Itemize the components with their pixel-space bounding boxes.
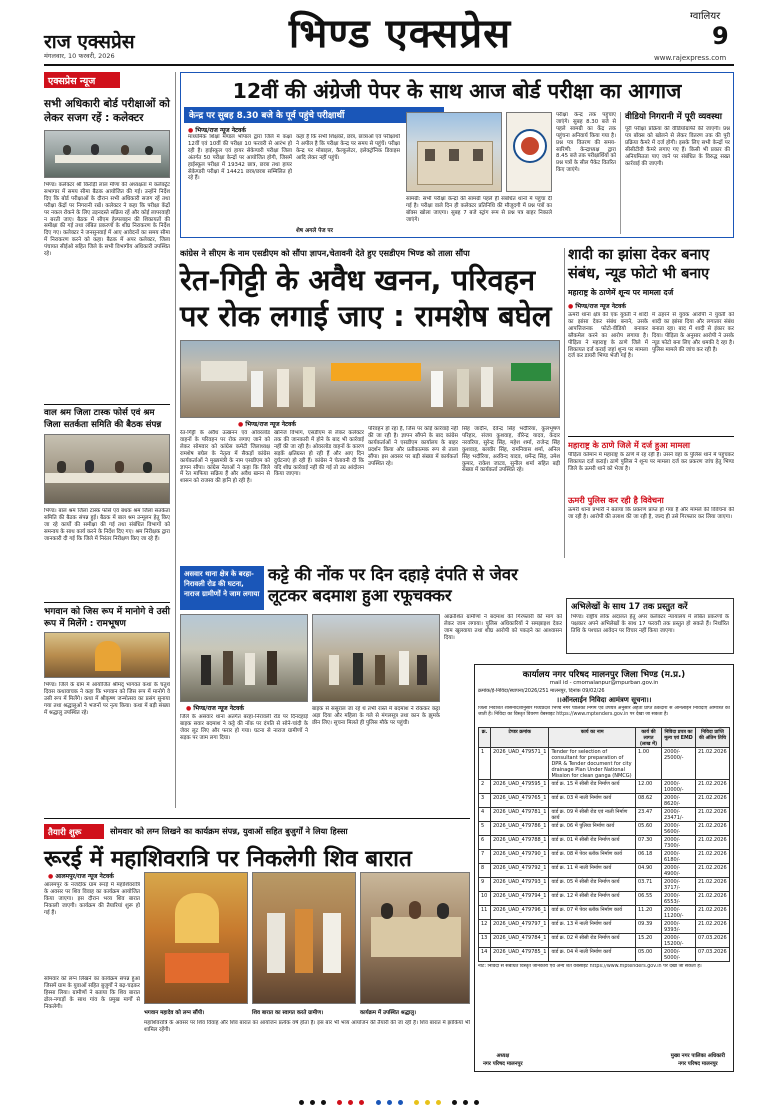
left-title: राज एक्सप्रेस: [44, 31, 135, 53]
shivratri-tag: तैयारी शुरू: [44, 824, 104, 839]
tender-ref: क्रमांक/ई-निविदा/स्थापना/2026/251 मालनपुर, दिनांक 09/02/26: [478, 688, 605, 694]
tender-cell-number: 2026_UAD_479796_1: [491, 906, 549, 920]
marriage-kicker: महाराष्ट्र के ठाणेमें शून्य पर मामला दर्ज: [568, 288, 674, 297]
tender-cell-date: 21.02.2026: [696, 892, 730, 906]
tender-cell-fee: 2000/- 4900/-: [662, 864, 696, 878]
tender-cell-cost: 03.71: [636, 878, 662, 892]
tender-cell-sno: 2: [479, 780, 491, 794]
shivratri-cap-2: शिव बारात का स्वागत करते ग्रामीण।: [252, 1010, 324, 1016]
tender-cell-cost: 06.18: [636, 850, 662, 864]
lead-headline: 12वीं की अंग्रेजी पेपर के साथ आज बोर्ड परीक्षा का आगाज: [232, 79, 682, 103]
marriage-box2-headline: महाराष्ट्र के ठाणे जिले में दर्ज हुआ मामला: [568, 440, 691, 450]
shivratri-headline: रूरई में महाशिवरात्रि पर निकलेगी शिव बारात: [44, 846, 412, 872]
tender-cell-date: 21.02.2026: [696, 794, 730, 808]
tender-cell-work: Tender for selection of consultant for preparation of DPR & Tender document for city drainage Plan Under National Mission for clean ganga (NMCG): [549, 748, 636, 780]
tender-cell-sno: 3: [479, 794, 491, 808]
tender-intro: जिला निवेशित शासनादेशानुसार मध्यप्रदेश भिण्ड नगर पालिका निगम एवं उपयंत्र अनुसार अर्हता प्राप्त ठेकेदारों से ऑनलाईन निविदाएं आमंत्रित की जाती है। निविदा का विस्तृत विवरण वेबसाइट https://www.mptenders.gov.in पर देखा जा सकता है।: [478, 706, 730, 717]
lead-continued: शेष अगले पेज पर: [296, 228, 333, 234]
mining-strap: कांग्रेस ने सीएम के नाम एसडीएम को सौंपा ज्ञापन,चेतावनी देते हुए एसडीएम भिण्ड को ताला सौंपा: [180, 248, 470, 258]
tender-cell-number: 2026_UAD_479788_1: [491, 836, 549, 850]
mining-photo-caption-text: भिण्ड/राज न्यूज नेटवर्क: [245, 421, 297, 428]
shivratri-photo-2: [252, 872, 356, 1004]
tender-row: [479, 920, 730, 934]
tender-cell-work: वार्ड क्र. 01 में सीसी रोड निर्माण कार्य: [549, 836, 636, 850]
road-jam-photo: [180, 614, 308, 702]
lead-kicker: केन्द्र पर सुबह 8.30 बजे के पूर्व पहुंचे परीक्षार्थी: [184, 107, 444, 123]
tender-cell-date: 21.02.2026: [696, 836, 730, 850]
tender-cell-number: 2026_UAD_479784_1: [491, 934, 549, 948]
tender-cell-cost: 12.00: [636, 780, 662, 794]
tender-cell-work: वार्ड क्र. 11 में नाली निर्माण कार्य: [549, 864, 636, 878]
shivratri-body-1: आलमपुर के नजदीक ग्राम रूरई में महाशिवरात्रि के अवसर पर शिव विवाह का कार्यक्रम आयोजित किया जाएगा। इस दौरान भव्य शिव बारात निकाली जाएगी। कार्यक्रम की तैयारियां शुरू हो गई हैं।: [44, 882, 140, 916]
tender-cell-work: वार्ड क्र. 07 में पेवर ब्लॉक निर्माण कार्य: [549, 906, 636, 920]
shivratri-photo-3: [360, 872, 470, 1004]
tender-header-row: [479, 728, 730, 748]
mining-body-1: रेत-गिट्टी के अवैध उत्खनन एवं ओवरलोड वाहनों के परिवहन पर रोक लगाए जाने को लेकर सोमवार को कांग्रेस कमेटी जिलाध्यक्ष रामशेष बघेल के नेतृत्व में सैकड़ों कांग्रेस कार्यकर्ताओं ने मुख्यमंत्री के नाम एसडीएम को ज्ञापन सौंपा। कांग्रेस नेताओं ने कहा कि जिले में रेत माफिया सक्रिय हैं और अवैध खनन से शासन को राजस्व की हानि हो रही है।: [180, 430, 270, 485]
tender-cell-date: 21.02.2026: [696, 920, 730, 934]
tender-cell-fee: 2000/- 10000/-: [662, 780, 696, 794]
tender-col-fee: निविदा प्रपत्र का मूल्य एवं EMD: [662, 728, 696, 748]
tender-cell-work: वार्ड क्र. 04 में नाली निर्माण कार्य: [549, 948, 636, 962]
tender-sign-right: मुख्य नगर पालिका अधिकारी नगर परिषद मालनपुर: [670, 1053, 725, 1067]
robbery-tag: असवार थाना क्षेत्र के बरहा-निरावली रोड की घटना, नाराज ग्रामीणों ने जाम लगाया: [180, 566, 264, 610]
tender-cell-fee: 2000/- 6553/-: [662, 892, 696, 906]
tender-note: नोट: निविदा से संबंधित विस्तृत जानकारी एवं अन्य शर्तें वेबसाइट https://www.mptenders.gov.in पर देखी जा सकती हैं।: [478, 964, 702, 969]
tender-cell-number: 2026_UAD_479786_1: [491, 822, 549, 836]
tender-cell-sno: 11: [479, 906, 491, 920]
crowd-photo: [312, 614, 440, 702]
marriage-box2-body: पीड़िता वर्तमान में महाराष्ट्र के ठाणे में रह रही है। उसने वहां के पुलिस थाने में पहुंचकर शिकायत दर्ज कराई। ठाणे पुलिस ने शून्य पर मामला दर्ज कर प्रकरण जांच हेतु भिण्ड जिले के ऊमरी थाने को भेजा है।: [568, 452, 734, 472]
tender-cell-number: 2026_UAD_479794_1: [491, 892, 549, 906]
tender-cell-sno: 6: [479, 836, 491, 850]
shivratri-byline-text: आलमपुर/राज न्यूज नेटवर्क: [55, 873, 114, 880]
lead-body-1: माध्यमिक शिक्षा मण्डल भोपाल द्वारा जिले में कक्षा 12वीं एवं 10वीं की परीक्षा 10 फरवरी से आरंभ हो रही है। हाईस्कूल एवं हायर सेकेण्डरी परीक्षा जिला अंतर्गत 50 परीक्षा केन्द्रों पर आयोजित होगी, जिसमें हाईस्कूल परीक्षा में 19342 छात्र, छात्रा तथा हायर सेकेण्डरी परीक्षा में 14421 छात्र/छात्रा सम्मिलित हो रहे हैं।: [188, 134, 292, 182]
congress-rally-photo: [180, 340, 560, 418]
marriage-box3-body: ऊमरी थाना प्रभारी ने बताया कि प्रकरण प्राप्त हो गया है और मामले की विवेचना की जा रही है। आरोपी की तलाश की जा रही है, जल्द ही उसे गिरफ्तार कर लिया जाएगा।: [568, 507, 734, 520]
tender-row: [479, 864, 730, 878]
mining-headline: रेत-गिट्टी के अवैध खनन, परिवहन पर रोक लगाई जाए : रामशेष बघेल: [180, 263, 552, 333]
tender-cell-work: वार्ड क्र. 06 में पुलिया निर्माण कार्य: [549, 822, 636, 836]
tender-row: [479, 878, 730, 892]
tender-row: [479, 906, 730, 920]
tender-cell-sno: 12: [479, 920, 491, 934]
tender-cell-work: वार्ड क्र. 08 में पेवर ब्लॉक निर्माण कार्य: [549, 850, 636, 864]
tender-cell-sno: 9: [479, 878, 491, 892]
page-title: भिण्ड एक्सप्रेस: [288, 10, 512, 57]
tender-cell-sno: 14: [479, 948, 491, 962]
tender-cell-date: 21.02.2026: [696, 850, 730, 864]
masthead-rule: [44, 64, 734, 66]
tender-row: [479, 822, 730, 836]
tender-cell-work: वार्ड क्र. 09 में सीसी रोड एवं नाली निर्माण कार्य: [549, 808, 636, 822]
tender-notice: [474, 664, 734, 1072]
tender-row: [479, 892, 730, 906]
tender-cell-number: 2026_UAD_479792_1: [491, 864, 549, 878]
tender-cell-sno: 4: [479, 808, 491, 822]
tender-cell-date: 21.02.2026: [696, 822, 730, 836]
marriage-headline: शादी का झांसा देकर बनाए संबंध, न्यूड फोटो भी बनाए: [568, 247, 710, 282]
tender-cell-date: 07.03.2026: [696, 934, 730, 948]
tender-cell-fee: 2000/- 8620/-: [662, 794, 696, 808]
tender-cell-fee: 2000/- 6180/-: [662, 850, 696, 864]
tender-cell-date: 21.02.2026: [696, 878, 730, 892]
marriage-box3-headline: ऊमरी पुलिस कर रही है विवेचना: [568, 495, 664, 505]
shivratri-strap: सोमवार को लग्न लिखने का कार्यक्रम संपन्न, युवाओं सहित बुजुर्गों ने लिया हिस्सा: [110, 826, 348, 836]
tender-cell-sno: 5: [479, 822, 491, 836]
tender-cell-number: 2026_UAD_479790_1: [491, 850, 549, 864]
shivratri-cap-3: कार्यक्रम में उपस्थित श्रद्धालु।: [360, 1010, 417, 1016]
tender-cell-number: 2026_UAD_479595_1: [491, 780, 549, 794]
tender-cell-cost: 11.20: [636, 906, 662, 920]
labour-meeting-photo: [44, 434, 170, 504]
tender-cell-cost: 06.55: [636, 892, 662, 906]
tender-cell-sno: 7: [479, 850, 491, 864]
exam-building-photo: [406, 112, 502, 192]
robbery-headline: कट्टे की नोंक पर दिन दहाड़े दंपति से जेवर लूटकर बदमाश हुआ रफूचक्कर: [268, 565, 518, 605]
tender-col-work: कार्य का नाम: [549, 728, 636, 748]
tender-cell-cost: 04.90: [636, 864, 662, 878]
tender-cell-number: 2026_UAD_479785_1: [491, 948, 549, 962]
legal-headline: अभिलेखों के साथ 17 तक प्रस्तुत करें: [571, 601, 688, 611]
tender-cell-fee: 2000/- 5600/-: [662, 822, 696, 836]
legal-body: भिण्ड। राष्ट्रीय लोक अदालत हेतु अपर कलेक्टर न्यायालय में लंबित प्रकरणों के पक्षकार अपने अभिलेखों के साथ 17 फरवरी तक प्रस्तुत हो सकते हैं। निर्धारित तिथि के पश्चात आवेदन पर विचार नहीं किया जाएगा।: [571, 614, 729, 634]
page-number: 9: [712, 22, 729, 50]
sidebar-label: एक्सप्रेस न्यूज: [44, 72, 120, 88]
robbery-byline: ● भिण्ड/राज न्यूज नेटवर्क: [186, 705, 245, 712]
tender-col-date: निविदा प्राप्ति की अंतिम तिथि: [696, 728, 730, 748]
tender-row: [479, 934, 730, 948]
robbery-body-3: आक्रोशित ग्रामीणों ने बदमाश की गिरफ्तारी की मांग को लेकर जाम लगाया। पुलिस अधिकारियों ने समझाइश देकर जाम खुलवाया तथा शीघ्र आरोपी को पकड़ने का आश्वासन दिया।: [444, 614, 562, 641]
tender-cell-fee: 2000/- 5000/-: [662, 948, 696, 962]
marriage-body-2: में ठहरने से युवक आरोपी ने युवती को शादी का झांसा दिया और लगातार संबंध बनाता रहा। बाद में शादी से इंकार कर दिया। पीड़िता के अनुसार आरोपी ने उसके न्यूड फोटो बना लिए और धमकी दे रहा है। पुलिस मामले की जांच कर रही है।: [652, 312, 734, 353]
shivratri-cap-1: भगवान महादेव को लग्न सौंपी।: [144, 1010, 205, 1016]
tender-row: [479, 780, 730, 794]
tender-cell-number: 2026_UAD_479765_1: [491, 794, 549, 808]
tender-cell-date: 21.02.2026: [696, 808, 730, 822]
tender-cell-work: वार्ड क्र. 13 में नाली निर्माण कार्य: [549, 920, 636, 934]
city-label: ग्वालियर: [690, 11, 721, 22]
katha-photo: [44, 632, 170, 678]
tender-col-number: टेण्डर क्रमांक: [491, 728, 549, 748]
tender-cell-date: 21.02.2026: [696, 906, 730, 920]
lead-body-3: सामग्री: सभी परीक्षा केन्द्रों की सामग्री पहले ही संबंधित थानों में पहुंचा दी गई है। परीक्षा वाले दिन ही कलेक्टर प्रतिनिधि की मौजूदगी में प्रश्न पत्रों का बॉक्स खोला जाएगा। सुबह 7 बजे स्ट्रांग रूम से प्रश्न पत्र बाहर निकाले जाएंगे।: [406, 196, 552, 223]
mining-body-3: परिवहन हो रहा है, जिस पर कोई कार्रवाई नहीं की जा रही है। ज्ञापन सौंपने के बाद कांग्रेस कार्यकर्ताओं ने एसडीएम कार्यालय के बाहर प्रदर्शन किया और प्रतीकात्मक रूप से ताला सौंपा। इस अवसर पर बड़ी संख्या में कार्यकर्ता उपस्थित रहे।: [368, 426, 458, 467]
lead-side-box: [620, 112, 730, 234]
marriage-byline-text: भिण्ड/राज न्यूज नेटवर्क: [575, 303, 627, 310]
tender-cell-cost: 05.60: [636, 822, 662, 836]
tender-cell-fee: 2000/- 3717/-: [662, 878, 696, 892]
lead-byline-text: भिण्ड/राज न्यूज नेटवर्क: [195, 127, 247, 134]
legal-box: [566, 598, 734, 654]
tender-cell-date: 21.02.2026: [696, 864, 730, 878]
tender-sign-left: अध्यक्ष नगर परिषद मालनपुर: [483, 1053, 523, 1067]
tender-cell-number: 2026_UAD_479571_1: [491, 748, 549, 780]
tender-col-sno: क्र.: [479, 728, 491, 748]
masthead: [0, 0, 778, 62]
lead-body-2: कहा है कि सभी शिक्षकों, छात्र, छात्राओं एवं परीक्षार्थी ने अपील है कि परीक्षा केन्द्र पर समय से पहुंचें। परीक्षा केन्द्र पर मोबाइल, कैल्कुलेटर, इलेक्ट्रॉनिक डिवाइस आदि लेकर नहीं पहुंचें।: [296, 134, 400, 161]
tender-row: [479, 748, 730, 780]
lead-box-body: पूरी परीक्षा प्रक्रिया की वीडियोग्राफी की जाएगी। प्रश्न पत्र बॉक्स को खोलने से लेकर वितरण तक की पूरी प्रक्रिया कैमरे में दर्ज होगी। इसके लिए सभी केन्द्रों पर सीसीटीवी कैमरे लगाए गए हैं। किसी भी प्रकार की अनियमितता पाए जाने पर संबंधित के विरुद्ध सख्त कार्रवाई की जाएगी।: [625, 126, 730, 167]
tender-row: [479, 948, 730, 962]
robbery-body-1: जिले के असवार थाना अंतर्गत बरहा-निरावली रोड पर दिनदहाड़े बाइक सवार बदमाश ने कट्टे की नोंक पर दंपति से सोने-चांदी के जेवर लूट लिए और फरार हो गया। घटना से नाराज ग्रामीणों ने सड़क पर जाम लगा दिया।: [180, 714, 308, 741]
tender-cell-work: वार्ड क्र. 05 में सीसी रोड निर्माण कार्य: [549, 878, 636, 892]
sidebar-headline-2: वाल श्रम जिला टास्क फोर्स एवं श्रम जिला सतर्कता समिति की बैठक संपन्न: [44, 408, 162, 430]
tender-cell-fee: 2000/- 7300/-: [662, 836, 696, 850]
shivratri-body-2: सोमवार को लग्न लिखने का कार्यक्रम संपन्न हुआ जिसमें ग्राम के युवाओं सहित बुजुर्गों ने बढ़-चढ़कर हिस्सा लिया। ग्रामीणों ने बताया कि शिव बारात ढोल-नगाड़ों के साथ गांव के प्रमुख मार्गों से निकलेगी।: [44, 976, 140, 1010]
edition-date: मंगलवार, 10 फरवरी, 2026: [44, 52, 115, 60]
tender-cell-cost: 1.00: [636, 748, 662, 780]
board-logo-photo: [506, 112, 552, 192]
tender-cell-sno: 8: [479, 864, 491, 878]
tender-cell-cost: 09.39: [636, 920, 662, 934]
tender-cell-fee: 2000/- 9393/-: [662, 920, 696, 934]
marriage-body-1: ऊमरी थाना क्षेत्र की एक युवती ने शादी का झांसा देकर संबंध बनाने, उसके आपत्तिजनक फोटो-वीडियो बनाकर ब्लैकमेल करने का आरोप लगाया है। पीड़िता ने महाराष्ट्र के ठाणे जिले में शिकायत दर्ज कराई जहां शून्य पर मामला दर्ज कर डायरी भिण्ड भेजी गई है।: [568, 312, 648, 360]
tender-cell-cost: 08.62: [636, 794, 662, 808]
tender-cell-number: 2026_UAD_479781_1: [491, 808, 549, 822]
sidebar-headline-3: भगवान को जिस रूप में मानोगे वे उसी रूप में मिलेंगे : रामभूषण: [44, 607, 170, 629]
mining-body-4: सिंह जादौन, देवेन्द्र सिंह भदौरिया, कुलभूषण परिहार, संजय कुशवाह, वीरेन्द्र यादव, केदार नरवरिया, सुरेन्द्र सिंह, महेश शर्मा, राजेन्द्र सिंह कुशवाह, बलवीर सिंह, रामनिवास शर्मा, अनिल सिंह भदौरिया, अरविन्द यादव, धर्मेन्द्र सिंह, उमेश कुमार, राकेश जाटव, सुनील शर्मा सहित बड़ी संख्या में कार्यकर्ता उपस्थित रहे।: [462, 426, 560, 474]
tender-row: [479, 808, 730, 822]
tender-cell-sno: 10: [479, 892, 491, 906]
tender-row: [479, 794, 730, 808]
tender-subtitle: ।।ऑनलाईन निविदा आमंत्रण सूचना।।: [556, 696, 652, 704]
registration-dots: [44, 1090, 734, 1108]
marriage-byline: ● भिण्ड/राज न्यूज नेटवर्क: [568, 303, 627, 310]
tender-cell-fee: 2000/- 11200/-: [662, 906, 696, 920]
lead-body-4: परीक्षा केन्द्र तक पहुंचाए जाएंगे। सुबह 8.30 बजे से पहले सामग्री का केंद्र तक पहुंचना अनिवार्य किया गया है। प्रश्न पत्र वितरण की समय-सारिणी: केन्द्राध्यक्ष द्वारा 8.45 बजे तक परीक्षार्थियों को प्रश्न पत्रों के सील पैकेट वितरित किए जाएंगे।: [556, 112, 616, 174]
tender-title: कार्यालय नगर परिषद मालनपुर जिला भिण्ड (म.प्र.): [522, 670, 686, 680]
tender-email: mail id - cmomalanpur@mpurban.gov.in: [549, 680, 659, 686]
shivratri-photo-1: [144, 872, 248, 1004]
sidebar-headline-1: सभी अधिकारी बोर्ड परीक्षाओं को लेकर सजग रहें : कलेक्टर: [44, 98, 170, 124]
tender-cell-number: 2026_UAD_479793_1: [491, 878, 549, 892]
tender-cell-work: वार्ड क्र. 03 में नाली निर्माण कार्य: [549, 794, 636, 808]
tender-row: [479, 850, 730, 864]
tender-cell-work: वार्ड क्र. 15 में सीसी रोड निर्माण कार्य: [549, 780, 636, 794]
tender-cell-date: 21.02.2026: [696, 748, 730, 780]
shivratri-body-3: महाशिवरात्रि के अवसर पर शिव विवाह और शिव बारात का आयोजन प्रत्येक वर्ष होता है। इस बार भी भव्य आयोजन की तैयारी की जा रही है। शिव बारात में झांकियां भी शामिल रहेंगी।: [144, 1020, 470, 1033]
tender-row: [479, 836, 730, 850]
robbery-body-2: बाइक से ससुराल जा रहे थे तभी रास्ते में बदमाश ने रोककर कट्टा अड़ा दिया और महिला के गले से मंगलसूत्र तथा कान के झुमके छीन लिए। सूचना मिलते ही पुलिस मौके पर पहुंची।: [312, 706, 440, 726]
tender-cell-cost: 15.20: [636, 934, 662, 948]
tender-cell-fee: 2000/- 25000/-: [662, 748, 696, 780]
tender-cell-cost: 23.47: [636, 808, 662, 822]
tender-cell-work: वार्ड क्र. 12 में सीसी रोड निर्माण कार्य: [549, 892, 636, 906]
mining-photo-caption: ● भिण्ड/राज न्यूज नेटवर्क: [238, 421, 297, 428]
tender-col-cost: कार्य की लागत (लाख में): [636, 728, 662, 748]
tender-cell-fee: 2000/- 23471/-: [662, 808, 696, 822]
tender-cell-sno: 13: [479, 934, 491, 948]
tender-cell-sno: 1: [479, 748, 491, 780]
tender-table: [478, 727, 730, 962]
tender-cell-fee: 2000/- 15200/-: [662, 934, 696, 948]
lead-byline: ● भिण्ड/राज न्यूज नेटवर्क: [188, 127, 247, 134]
lead-box-headline: वीडियो निगरानी में पूरी व्यवस्था: [625, 112, 722, 122]
collector-meeting-photo: [44, 130, 170, 178]
tender-cell-date: 07.03.2026: [696, 948, 730, 962]
robbery-byline-text: भिण्ड/राज न्यूज नेटवर्क: [193, 705, 245, 712]
tender-cell-number: 2026_UAD_479797_1: [491, 920, 549, 934]
sidebar-body-1: भिण्ड। कलेक्टर श्री किरोड़ी लाल मीणा की अध्यक्षता में कलेक्ट्रेट सभागार में समय सीमा बैठक आयोजित की गई। उन्होंने निर्देश दिए कि बोर्ड परीक्षाओं के दौरान सभी अधिकारी सजग रहें तथा परीक्षा केंद्रों पर निगरानी रखें। कलेक्टर ने कहा कि परीक्षा केंद्रों पर नकल रोकने के लिए उड़नदस्ते सक्रिय रहें और कोई लापरवाही न बरती जाए। बैठक में सीएम हेल्पलाइन की शिकायतों की समीक्षा की गई तथा लंबित प्रकरणों के शीघ्र निराकरण के निर्देश दिए गए। कलेक्टर ने जनसुनवाई में आए आवेदनों का समय सीमा में निराकरण करने को कहा। बैठक में अपर कलेक्टर, जिला पंचायत सीईओ सहित जिले के सभी विभागीय अधिकारी उपस्थित रहे।: [44, 182, 170, 258]
sidebar-body-3: भिण्ड। जिले के ग्राम में आयोजित श्रीमद् भागवत कथा के चतुर्थ दिवस कथावाचक ने कहा कि भगवान को जिस रूप में मानोगे वे उसी रूप में मिलेंगे। कथा में श्रीकृष्ण जन्मोत्सव का प्रसंग सुनाया गया तथा श्रद्धालुओं ने भजनों पर नृत्य किया। कथा में बड़ी संख्या में श्रद्धालु उपस्थित रहे।: [44, 682, 170, 716]
tender-cell-cost: 07.30: [636, 836, 662, 850]
tender-cell-work: वार्ड क्र. 02 में सीसी रोड निर्माण कार्य: [549, 934, 636, 948]
tender-cell-date: 21.02.2026: [696, 780, 730, 794]
mining-body-2: खनिज विभाग, एसडीएम से लेकर कलेक्टर तक की जानकारी में होने के बाद भी कार्रवाई नहीं की जा रही है। ओवरलोड वाहनों के कारण सड़कें क्षतिग्रस्त हो रही हैं और आए दिन दुर्घटनाएं हो रही हैं। कांग्रेस ने चेतावनी दी कि यदि शीघ्र कार्रवाई नहीं की गई तो उग्र आंदोलन किया जाएगा।: [274, 430, 364, 478]
tender-cell-cost: 05.00: [636, 948, 662, 962]
website-link[interactable]: www.rajexpress.com: [654, 54, 727, 62]
shivratri-byline: ● आलमपुर/राज न्यूज नेटवर्क: [48, 873, 114, 880]
sidebar-body-2: भिण्ड। बाल श्रम जिला टास्क फोर्स एवं बंधक श्रम जिला सतर्कता समिति की बैठक संपन्न हुई। बैठक में बाल श्रम उन्मूलन हेतु किए जा रहे कार्यों की समीक्षा की गई तथा संबंधित विभागों को समन्वय के साथ कार्य करने के निर्देश दिए गए। श्रम निरीक्षक द्वारा जानकारी दी गई कि जिले में निरंतर निरीक्षण किए जा रहे हैं।: [44, 508, 170, 542]
